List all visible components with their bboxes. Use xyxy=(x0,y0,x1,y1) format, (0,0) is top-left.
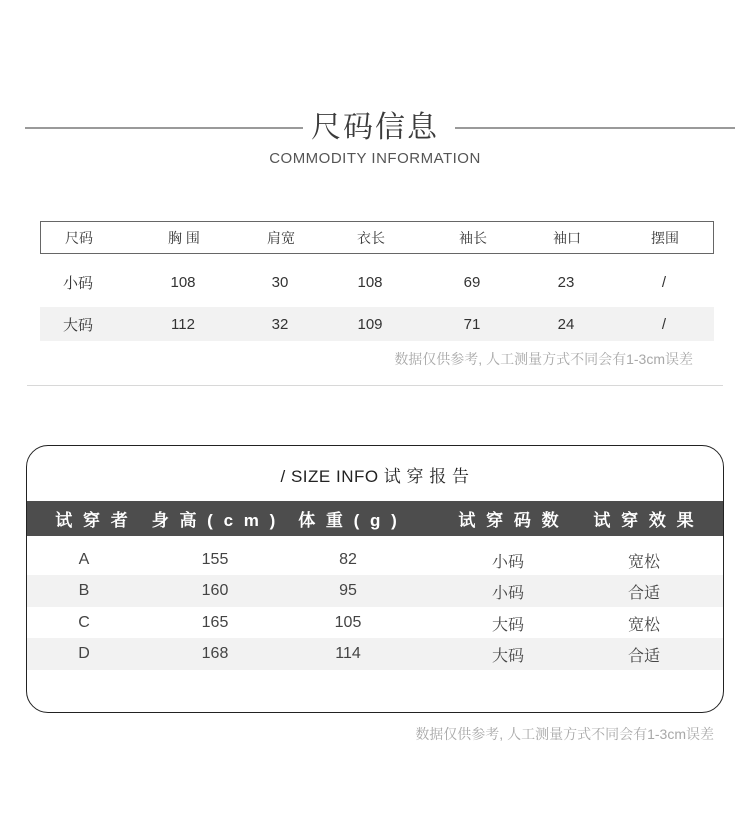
report-col-weight: 体 重 ( g ) xyxy=(298,511,400,530)
report-cell: 小码 xyxy=(491,553,524,571)
size-cell: 23 xyxy=(557,273,575,291)
header-right-line xyxy=(455,127,735,129)
report-row xyxy=(27,544,723,576)
report-cell: 小码 xyxy=(491,584,524,602)
report-cell: A xyxy=(78,551,90,568)
size-table-note: 数据仅供参考, 人工测量方式不同会有1-3cm误差 xyxy=(394,351,693,367)
size-table-header xyxy=(40,221,714,254)
size-cell: 32 xyxy=(271,315,289,333)
size-table-row xyxy=(40,307,714,341)
report-cell: 168 xyxy=(201,645,229,662)
report-col-tester: 试 穿 者 xyxy=(55,511,131,530)
size-col-sleeve: 袖长 xyxy=(459,229,487,246)
section-title: 尺码信息 xyxy=(311,111,439,144)
report-note: 数据仅供参考, 人工测量方式不同会有1-3cm误差 xyxy=(415,726,714,742)
header-left-line xyxy=(25,127,303,129)
report-row xyxy=(27,607,723,639)
report-cell: 155 xyxy=(201,551,229,568)
report-col-size: 试 穿 码 数 xyxy=(458,511,562,530)
report-row xyxy=(27,638,723,670)
size-cell: 30 xyxy=(271,273,289,291)
size-cell: / xyxy=(661,315,667,333)
section-subtitle: COMMODITY INFORMATION xyxy=(269,150,481,167)
size-cell: 69 xyxy=(463,273,481,291)
size-col-length: 衣长 xyxy=(357,229,385,246)
size-cell: 71 xyxy=(463,315,481,333)
size-col-chest: 胸 围 xyxy=(168,229,200,246)
size-cell: 112 xyxy=(171,315,195,333)
size-col-shoulder: 肩宽 xyxy=(267,229,295,246)
report-cell: 合适 xyxy=(627,584,660,602)
report-col-height: 身 高 ( c m ) xyxy=(151,511,279,530)
report-col-effect: 试 穿 效 果 xyxy=(593,511,697,530)
report-cell: 大码 xyxy=(491,616,524,634)
size-cell: 108 xyxy=(357,273,383,291)
size-cell: 108 xyxy=(170,273,196,291)
size-col-cuff: 袖口 xyxy=(553,229,581,246)
report-row xyxy=(27,575,723,607)
section-divider xyxy=(27,385,723,386)
size-cell: 大码 xyxy=(62,316,93,334)
report-cell: 合适 xyxy=(627,647,660,665)
report-cell: 160 xyxy=(201,582,229,599)
report-cell: B xyxy=(78,582,90,599)
report-cell: 大码 xyxy=(491,647,524,665)
report-cell: 105 xyxy=(334,614,362,631)
size-col-size: 尺码 xyxy=(65,229,93,246)
report-cell: 宽松 xyxy=(627,553,660,571)
size-cell: 24 xyxy=(557,315,575,333)
report-title: / SIZE INFO 试 穿 报 告 xyxy=(280,467,470,486)
report-cell: 95 xyxy=(339,582,357,599)
tryon-report-panel xyxy=(26,445,724,713)
size-cell: 小码 xyxy=(62,274,93,292)
report-cell: D xyxy=(78,645,90,662)
size-cell: / xyxy=(661,273,667,291)
size-col-hem: 摆围 xyxy=(651,229,679,246)
report-cell: 165 xyxy=(201,614,229,631)
report-cell: 82 xyxy=(339,551,357,568)
report-cell: C xyxy=(78,614,90,631)
report-table-header xyxy=(27,501,723,536)
size-table-row xyxy=(40,265,714,299)
size-cell: 109 xyxy=(357,315,383,333)
report-cell: 114 xyxy=(335,645,361,662)
report-cell: 宽松 xyxy=(627,616,660,634)
